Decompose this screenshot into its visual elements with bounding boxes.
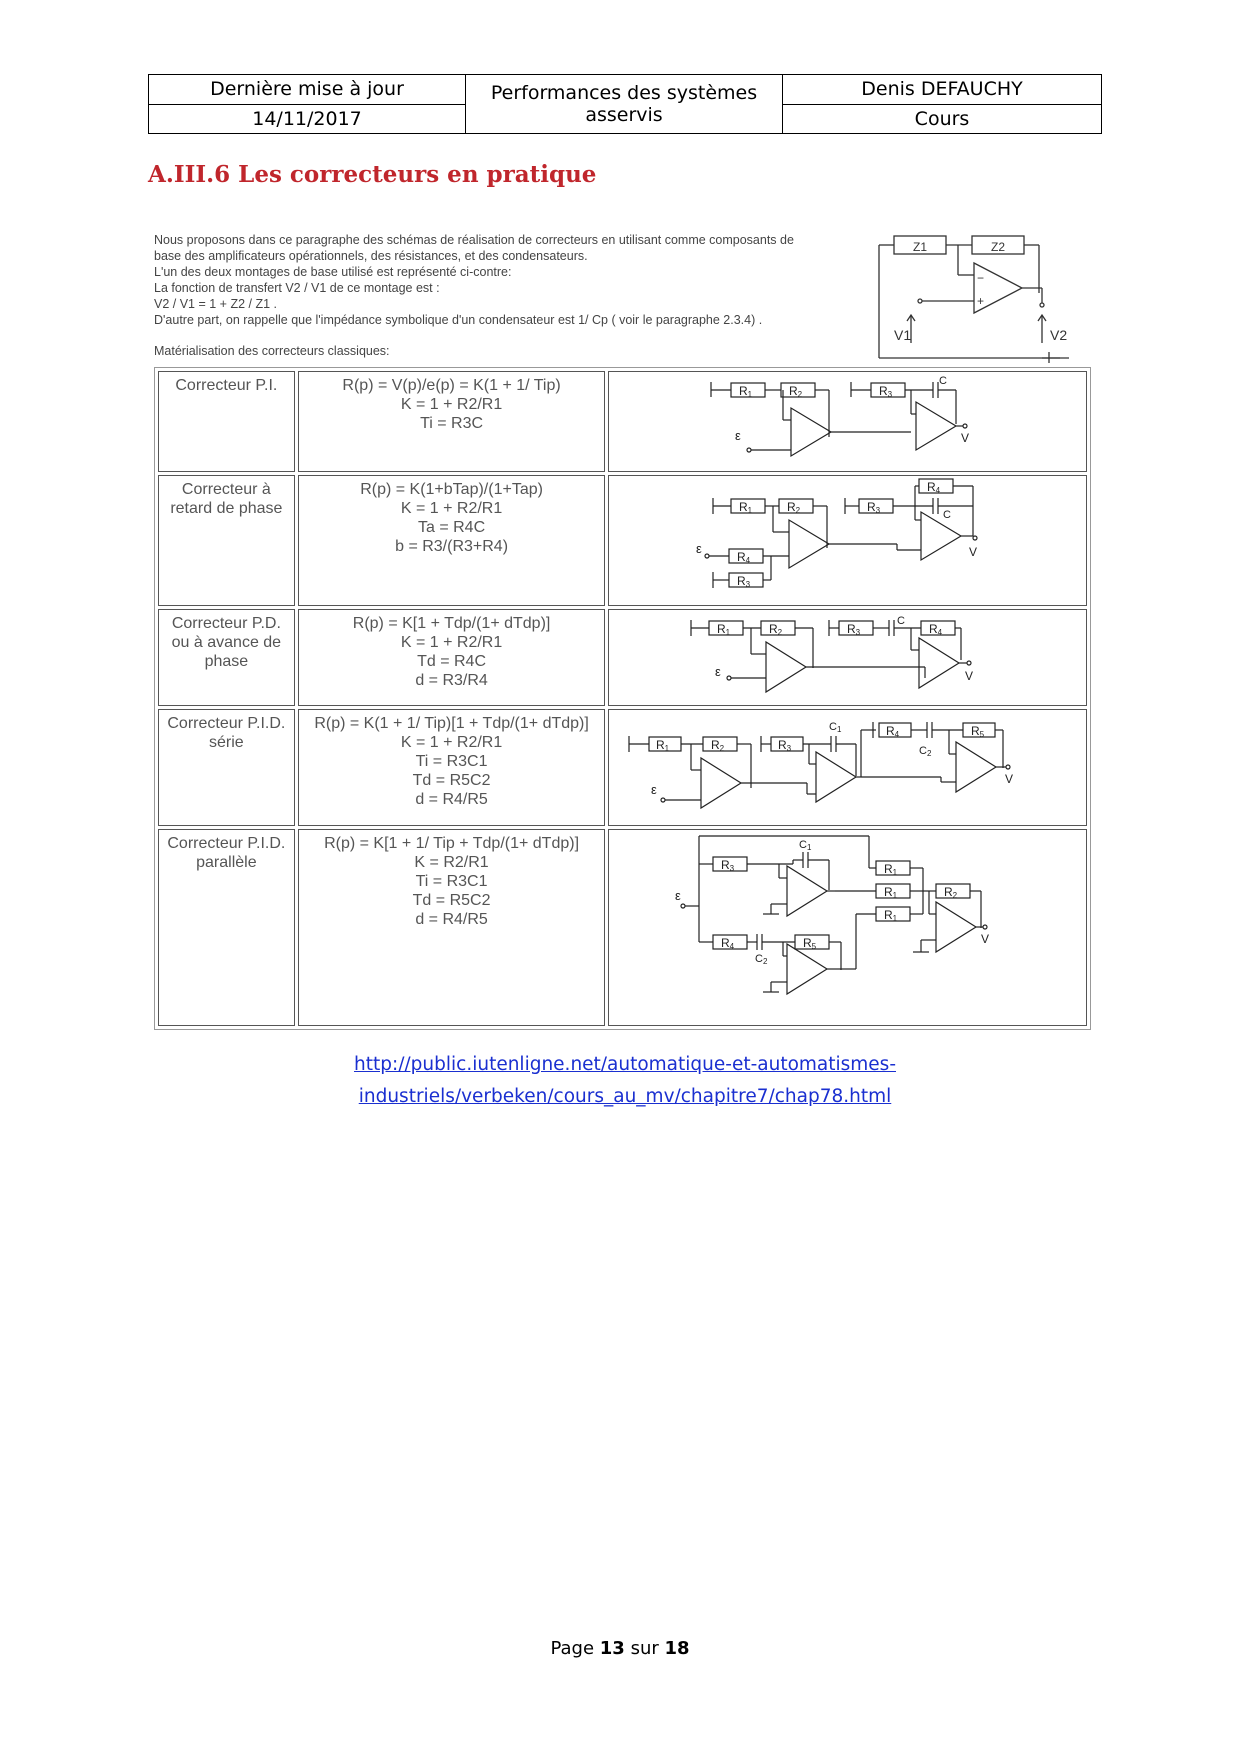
formula-line: R(p) = K(1+bTap)/(1+Tap) <box>360 481 543 498</box>
svg-text:R3: R3 <box>866 500 880 515</box>
corrector-name: Correcteur P.D. ou à avance de phase <box>158 609 295 706</box>
v1-label: V1 <box>894 327 912 343</box>
svg-text:V: V <box>964 669 973 683</box>
formula-line: Td = R5C2 <box>412 892 491 909</box>
table-row <box>158 609 1087 706</box>
corrector-circuit <box>608 709 1087 826</box>
intro-line: base des amplificateurs opérationnels, des résistances, et des condensateurs. <box>154 249 588 263</box>
svg-text:R4: R4 <box>928 622 942 637</box>
svg-text:R1: R1 <box>738 384 752 399</box>
of-word: sur <box>630 1638 659 1659</box>
pid-parallel-circuit-diagram <box>611 830 1085 1020</box>
svg-text:R3: R3 <box>736 574 750 589</box>
page-number <box>0 1638 1240 1659</box>
svg-text:R1: R1 <box>883 885 897 900</box>
corrector-formulas <box>298 609 606 706</box>
svg-text:R3: R3 <box>777 738 791 753</box>
z2-label: Z2 <box>991 240 1006 254</box>
formula-line: d = R4/R5 <box>415 791 488 808</box>
z1-label: Z1 <box>913 240 928 254</box>
svg-text:R3: R3 <box>878 384 892 399</box>
corrector-formulas <box>298 709 606 826</box>
lag-circuit-diagram <box>611 476 1085 600</box>
svg-text:R1: R1 <box>716 622 730 637</box>
svg-text:ε: ε <box>650 782 657 797</box>
formula-line: d = R3/R4 <box>415 672 488 689</box>
intro-line: V2 / V1 = 1 + Z2 / Z1 . <box>154 297 277 311</box>
formula-line: R(p) = V(p)/e(p) = K(1 + 1/ Tip) <box>342 377 561 394</box>
document-title <box>466 75 783 134</box>
update-date: 14/11/2017 <box>149 104 466 134</box>
svg-text:V: V <box>980 932 989 946</box>
svg-text:R1: R1 <box>655 738 669 753</box>
formula-line: Ti = R3C1 <box>415 753 488 770</box>
last-update-label: Dernière mise à jour <box>149 75 466 105</box>
document-title-line2: asservis <box>585 104 663 126</box>
svg-text:R2: R2 <box>788 384 802 399</box>
correctors-table <box>154 367 1091 1030</box>
pi-circuit-diagram <box>611 372 1085 466</box>
svg-text:R3: R3 <box>846 622 860 637</box>
corrector-formulas <box>298 829 606 1026</box>
table-row <box>158 829 1087 1026</box>
formula-line: Td = R4C <box>417 653 487 670</box>
corrector-circuit <box>608 475 1087 606</box>
svg-text:R2: R2 <box>943 885 957 900</box>
svg-text:V: V <box>968 545 977 559</box>
formula-line: Td = R5C2 <box>412 772 491 789</box>
formula-line: K = 1 + R2/R1 <box>400 634 503 651</box>
pid-series-circuit-diagram <box>611 710 1085 820</box>
formula-line: R(p) = K[1 + 1/ Tip + Tdp/(1+ dTdp)] <box>324 835 580 852</box>
intro-line: La fonction de transfert V2 / V1 de ce montage est : <box>154 281 440 295</box>
svg-text:C: C <box>896 615 905 627</box>
svg-text:R5: R5 <box>802 936 816 951</box>
svg-text:R1: R1 <box>738 500 752 515</box>
svg-text:R2: R2 <box>710 738 724 753</box>
formula-line: Ti = R3C1 <box>415 873 488 890</box>
intro-line: D'autre part, on rappelle que l'impédance symbolique d'un condensateur est 1/ Cp ( voir le paragraphe 2.3.4) . <box>154 313 763 327</box>
svg-text:C: C <box>938 375 947 387</box>
corrector-name: Correcteur P.I.D. série <box>158 709 295 826</box>
section-title: A.III.6 Les correcteurs en pratique <box>148 161 597 188</box>
svg-text:V: V <box>1004 772 1013 786</box>
svg-text:ε: ε <box>695 541 702 556</box>
svg-text:C2: C2 <box>754 953 768 966</box>
plus-input-label: + <box>977 294 985 308</box>
pd-circuit-diagram <box>611 610 1085 700</box>
svg-text:R4: R4 <box>926 480 940 495</box>
formula-line: d = R4/R5 <box>415 911 488 928</box>
svg-text:V: V <box>960 431 969 445</box>
source-link-line1[interactable]: http://public.iutenligne.net/automatique-et-automatismes- <box>353 1054 896 1075</box>
corrector-name: Correcteur à retard de phase <box>158 475 295 606</box>
svg-text:R2: R2 <box>786 500 800 515</box>
document-type: Cours <box>783 104 1102 134</box>
svg-text:R1: R1 <box>883 908 897 923</box>
intro-line: Nous proposons dans ce paragraphe des schémas de réalisation de correcteurs en utilisant comme composants de <box>154 233 794 247</box>
svg-text:ε: ε <box>734 428 741 443</box>
svg-text:ε: ε <box>674 888 681 903</box>
intro-line: L'un des deux montages de base utilisé est représenté ci-contre: <box>154 265 512 279</box>
intro-paragraph <box>154 232 884 328</box>
current-page: 13 <box>599 1638 625 1659</box>
v2-label: V2 <box>1050 327 1068 343</box>
corrector-circuit <box>608 829 1087 1026</box>
formula-line: K = 1 + R2/R1 <box>400 734 503 751</box>
corrector-name: Correcteur P.I.D. parallèle <box>158 829 295 1026</box>
svg-text:R5: R5 <box>970 724 984 739</box>
corrector-formulas <box>298 371 606 472</box>
svg-text:R4: R4 <box>885 724 899 739</box>
source-link[interactable] <box>300 1049 950 1113</box>
corrector-formulas <box>298 475 606 606</box>
minus-input-label: − <box>977 271 985 285</box>
table-row <box>158 371 1087 472</box>
formula-line: R(p) = K[1 + Tdp/(1+ dTdp)] <box>352 615 551 632</box>
svg-text:ε: ε <box>714 664 721 679</box>
corrector-circuit <box>608 609 1087 706</box>
svg-text:R4: R4 <box>720 936 734 951</box>
source-link-line2[interactable]: industriels/verbeken/cours_au_mv/chapitre7/chap78.html <box>358 1086 892 1107</box>
formula-line: K = R2/R1 <box>414 854 489 871</box>
svg-text:C2: C2 <box>918 745 932 758</box>
svg-text:C1: C1 <box>828 721 842 734</box>
author: Denis DEFAUCHY <box>783 75 1102 105</box>
materialisation-label: Matérialisation des correcteurs classiques: <box>154 344 390 358</box>
svg-text:C1: C1 <box>798 839 812 852</box>
formula-line: R(p) = K(1 + 1/ Tip)[1 + Tdp/(1+ dTdp)] <box>314 715 589 732</box>
table-row <box>158 475 1087 606</box>
total-pages: 18 <box>664 1638 690 1659</box>
svg-text:R1: R1 <box>883 862 897 877</box>
document-header <box>148 74 1102 134</box>
basic-circuit-diagram <box>874 228 1089 365</box>
document-title-line1: Performances des systèmes <box>490 82 758 104</box>
formula-line: Ti = R3C <box>420 415 484 432</box>
formula-line: K = 1 + R2/R1 <box>400 500 503 517</box>
corrector-name: Correcteur P.I. <box>158 371 295 472</box>
page-word: Page <box>550 1638 595 1659</box>
formula-line: K = 1 + R2/R1 <box>400 396 503 413</box>
corrector-circuit <box>608 371 1087 472</box>
svg-text:R3: R3 <box>720 858 734 873</box>
formula-line: Ta = R4C <box>417 519 486 536</box>
formula-line: b = R3/(R3+R4) <box>395 538 509 555</box>
table-row <box>158 709 1087 826</box>
svg-text:C: C <box>942 509 951 521</box>
svg-text:R4: R4 <box>736 550 750 565</box>
svg-text:R2: R2 <box>768 622 782 637</box>
